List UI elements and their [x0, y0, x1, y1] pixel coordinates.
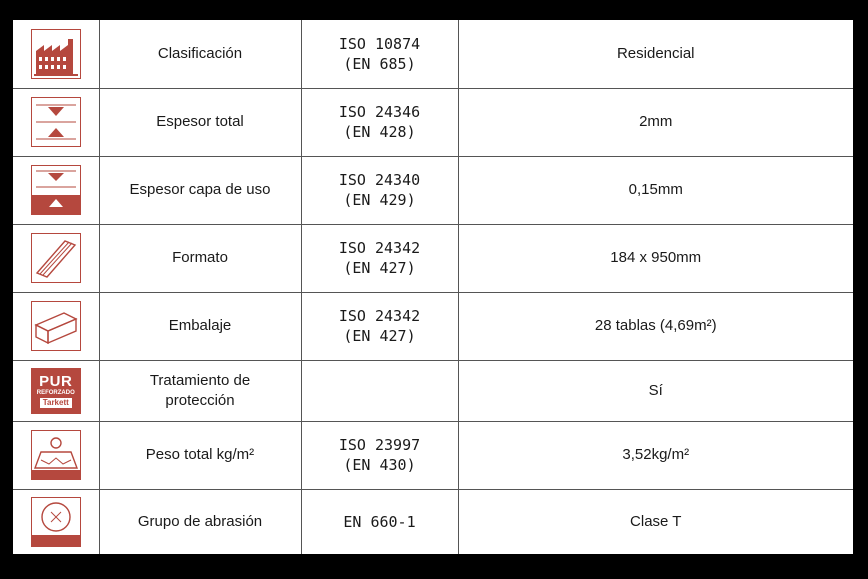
property-value: Clase T — [458, 489, 853, 554]
icon-cell — [13, 489, 99, 554]
table-row — [13, 489, 853, 554]
package-box-icon — [31, 301, 81, 351]
plank-format-icon — [31, 233, 81, 283]
icon-cell — [13, 292, 99, 360]
table-row — [13, 292, 853, 360]
logo-tarkett-text: Tarkett — [40, 398, 72, 408]
property-name: Espesor total — [99, 88, 301, 156]
icon-cell — [13, 421, 99, 489]
norm-reference: ISO 24340 (EN 429) — [301, 156, 458, 224]
norm-reference: ISO 24346 (EN 428) — [301, 88, 458, 156]
property-name: Espesor capa de uso — [99, 156, 301, 224]
property-value: 2mm — [458, 88, 853, 156]
property-name: Tratamiento de protección — [99, 360, 301, 421]
icon-cell — [13, 224, 99, 292]
spec-sheet — [13, 20, 853, 554]
total-thickness-icon — [31, 97, 81, 147]
property-value: Residencial — [458, 20, 853, 88]
factory-icon — [31, 29, 81, 79]
property-name: Clasificación — [99, 20, 301, 88]
norm-reference: ISO 24342 (EN 427) — [301, 292, 458, 360]
icon-cell — [13, 88, 99, 156]
property-name: Grupo de abrasión — [99, 489, 301, 554]
property-value: 0,15mm — [458, 156, 853, 224]
table-row — [13, 224, 853, 292]
specs-table — [13, 20, 853, 554]
wear-layer-thickness-icon — [31, 165, 81, 215]
pur-tarkett-logo-icon — [31, 368, 81, 414]
icon-cell — [13, 20, 99, 88]
norm-reference: ISO 23997 (EN 430) — [301, 421, 458, 489]
icon-cell — [13, 156, 99, 224]
property-name: Formato — [99, 224, 301, 292]
abrasion-disc-icon — [31, 497, 81, 547]
property-value: 3,52kg/m² — [458, 421, 853, 489]
logo-reforzado-text: REFORZADO — [36, 389, 75, 396]
table-row — [13, 360, 853, 421]
property-value: 28 tablas (4,69m²) — [458, 292, 853, 360]
norm-reference — [301, 360, 458, 421]
norm-reference: ISO 24342 (EN 427) — [301, 224, 458, 292]
norm-reference: EN 660-1 — [301, 489, 458, 554]
table-row — [13, 421, 853, 489]
logo-pur-text: PUR — [39, 372, 73, 390]
norm-reference: ISO 10874 (EN 685) — [301, 20, 458, 88]
property-value: 184 x 950mm — [458, 224, 853, 292]
weight-icon — [31, 430, 81, 480]
table-row — [13, 88, 853, 156]
property-value: Sí — [458, 360, 853, 421]
property-name: Peso total kg/m² — [99, 421, 301, 489]
table-row — [13, 20, 853, 88]
property-name: Embalaje — [99, 292, 301, 360]
table-row — [13, 156, 853, 224]
icon-cell — [13, 360, 99, 421]
